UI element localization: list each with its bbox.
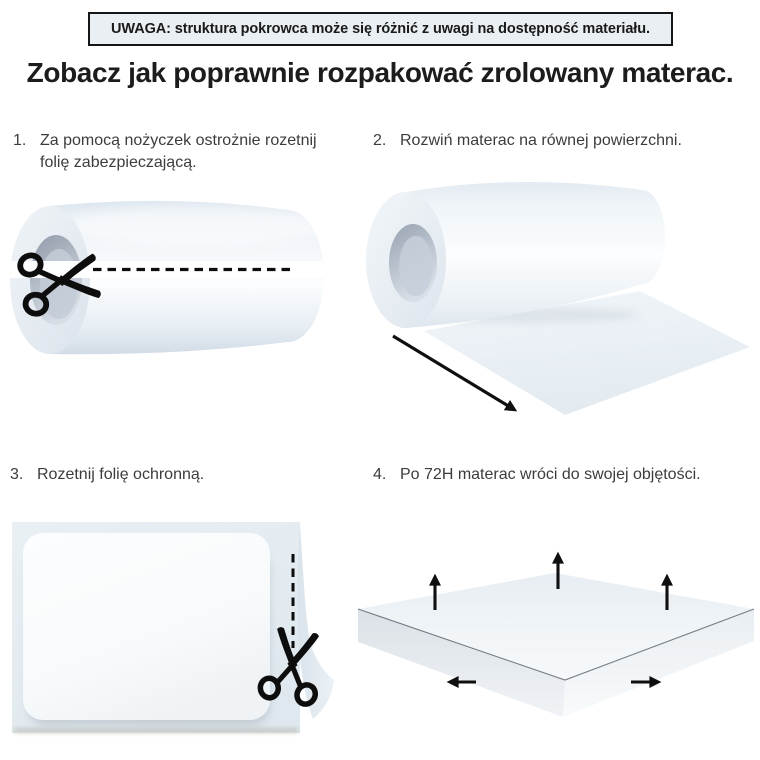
step-3-label [10, 464, 350, 486]
step-4-label [373, 464, 759, 486]
step-text: Za pomocą nożyczek ostrożnie rozetnij folię zabezpieczającą. [40, 132, 317, 171]
step-2-label [373, 130, 759, 152]
mattress-slab-graphic [358, 573, 754, 717]
expanding-mattress-illustration [355, 535, 760, 760]
unrolling-mattress-illustration [360, 165, 760, 425]
step-text: Po 72H materac wróci do swojej objętości. [400, 466, 701, 483]
rolled-mattress-illustration [5, 190, 335, 370]
notice-text: UWAGA: struktura pokrowca może się różnić z uwagi na dostępność materiału. [111, 21, 650, 37]
mattress-graphic [23, 533, 270, 720]
step-number: 3. [10, 466, 24, 483]
step-number: 4. [373, 466, 387, 483]
notice-banner [88, 12, 673, 46]
step-text: Rozwiń materac na równej powierzchni. [400, 132, 682, 149]
step-1-label [13, 130, 353, 174]
flat-mattress-cut-illustration [10, 518, 340, 748]
page-title: Zobacz jak poprawnie rozpakować zrolowany materac. [26, 57, 734, 88]
step-number: 1. [13, 132, 27, 149]
step-number: 2. [373, 132, 387, 149]
step-text: Rozetnij folię ochronną. [37, 466, 205, 483]
